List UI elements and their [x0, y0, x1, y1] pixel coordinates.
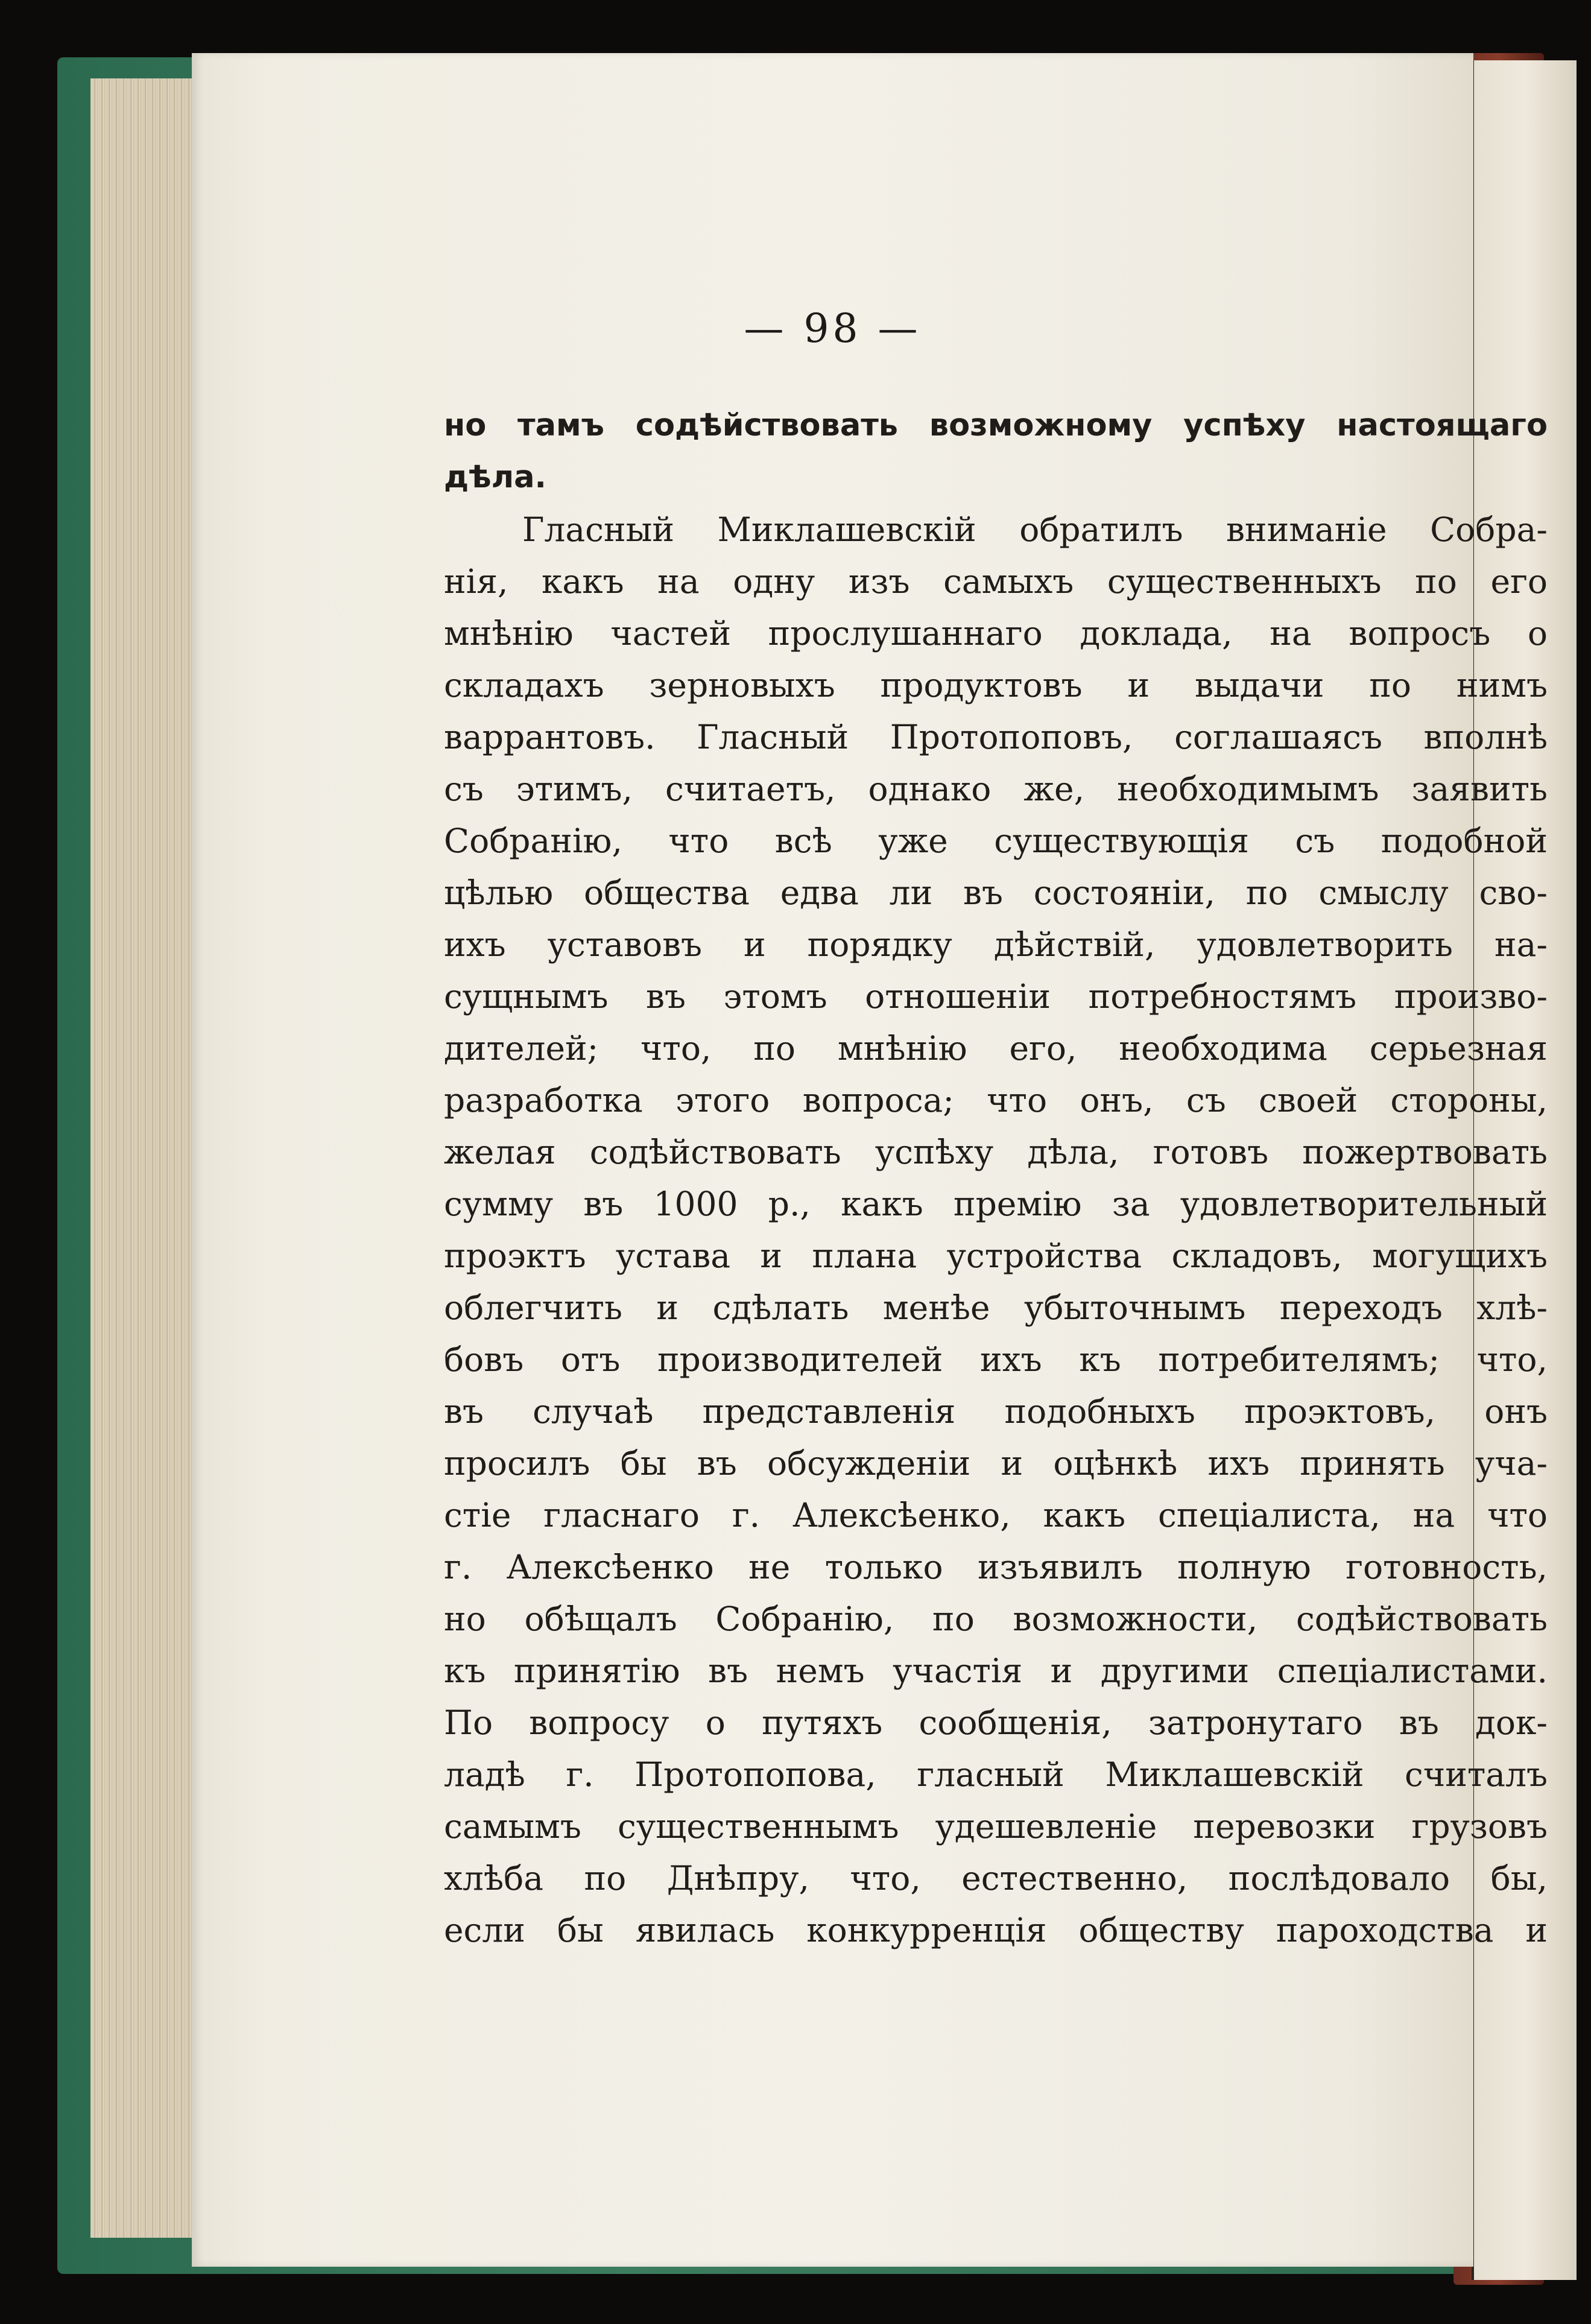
page-edges [90, 78, 193, 2238]
page-number: — 98 — [744, 305, 922, 352]
text-line: ихъ уставовъ и порядку дѣйствій, удовлетворить на- [444, 925, 1548, 964]
text-line: если бы явилась конкурренція обществу пароходства и [444, 1911, 1548, 1949]
text-line: Собранію, что всѣ уже существующія съ подобной [444, 822, 1548, 860]
text-line: ладѣ г. Протопопова, гласный Миклашевскій считалъ [444, 1755, 1548, 1794]
text-line: съ этимъ, считаетъ, однако же, необходимымъ заявить [444, 770, 1548, 808]
text-line: бовъ отъ производителей ихъ къ потребителямъ; что, [444, 1340, 1548, 1379]
text-line: самымъ существеннымъ удешевленіе перевозки грузовъ [444, 1807, 1548, 1846]
text-line: просилъ бы въ обсужденіи и оцѣнкѣ ихъ принять уча- [444, 1444, 1548, 1483]
text-line: сумму въ 1000 р., какъ премію за удовлетворительный [444, 1185, 1548, 1223]
text-line: желая содѣйствовать успѣху дѣла, готовъ пожертвовать [444, 1133, 1548, 1171]
text-line: По вопросу о путяхъ сообщенія, затронутаго въ док- [444, 1703, 1548, 1742]
text-line: г. Алексѣенко не только изъявилъ полную готовность, [444, 1548, 1548, 1586]
text-line: дѣла. [444, 460, 546, 495]
text-line: цѣлью общества едва ли въ состояніи, по смыслу сво- [444, 873, 1548, 912]
text-line: стіе гласнаго г. Алексѣенко, какъ спеціалиста, на что [444, 1496, 1548, 1534]
text-line: дителей; что, по мнѣнію его, необходима серьезная [444, 1029, 1548, 1068]
text-line: въ случаѣ представленія подобныхъ проэктовъ, онъ [444, 1392, 1548, 1431]
text-line: сущнымъ въ этомъ отношеніи потребностямъ произво- [444, 977, 1548, 1016]
text-line: но обѣщалъ Собранію, по возможности, содѣйствовать [444, 1600, 1548, 1638]
book-page [192, 53, 1548, 2267]
text-line: мнѣнію частей прослушаннаго доклада, на вопросъ о [444, 614, 1548, 653]
text-line: разработка этого вопроса; что онъ, съ своей стороны, [444, 1081, 1548, 1119]
text-line: облегчить и сдѣлать менѣе убыточнымъ переходъ хлѣ- [444, 1288, 1548, 1327]
text-line: проэктъ устава и плана устройства складовъ, могущихъ [444, 1236, 1548, 1275]
text-line: но тамъ содѣйствовать возможному успѣху настоящаго [444, 408, 1548, 443]
text-line: Гласный Миклашевскій обратилъ вниманіе Собра- [522, 510, 1548, 549]
text-line: хлѣба по Днѣпру, что, естественно, послѣдовало бы, [444, 1859, 1548, 1898]
text-line: къ принятію въ немъ участія и другими спеціалистами. [444, 1651, 1548, 1690]
text-line: складахъ зерновыхъ продуктовъ и выдачи по нимъ [444, 666, 1548, 704]
text-line: варрантовъ. Гласный Протопоповъ, соглашаясъ вполнѣ [444, 718, 1548, 756]
text-line: нія, какъ на одну изъ самыхъ существенныхъ по его [444, 562, 1548, 601]
